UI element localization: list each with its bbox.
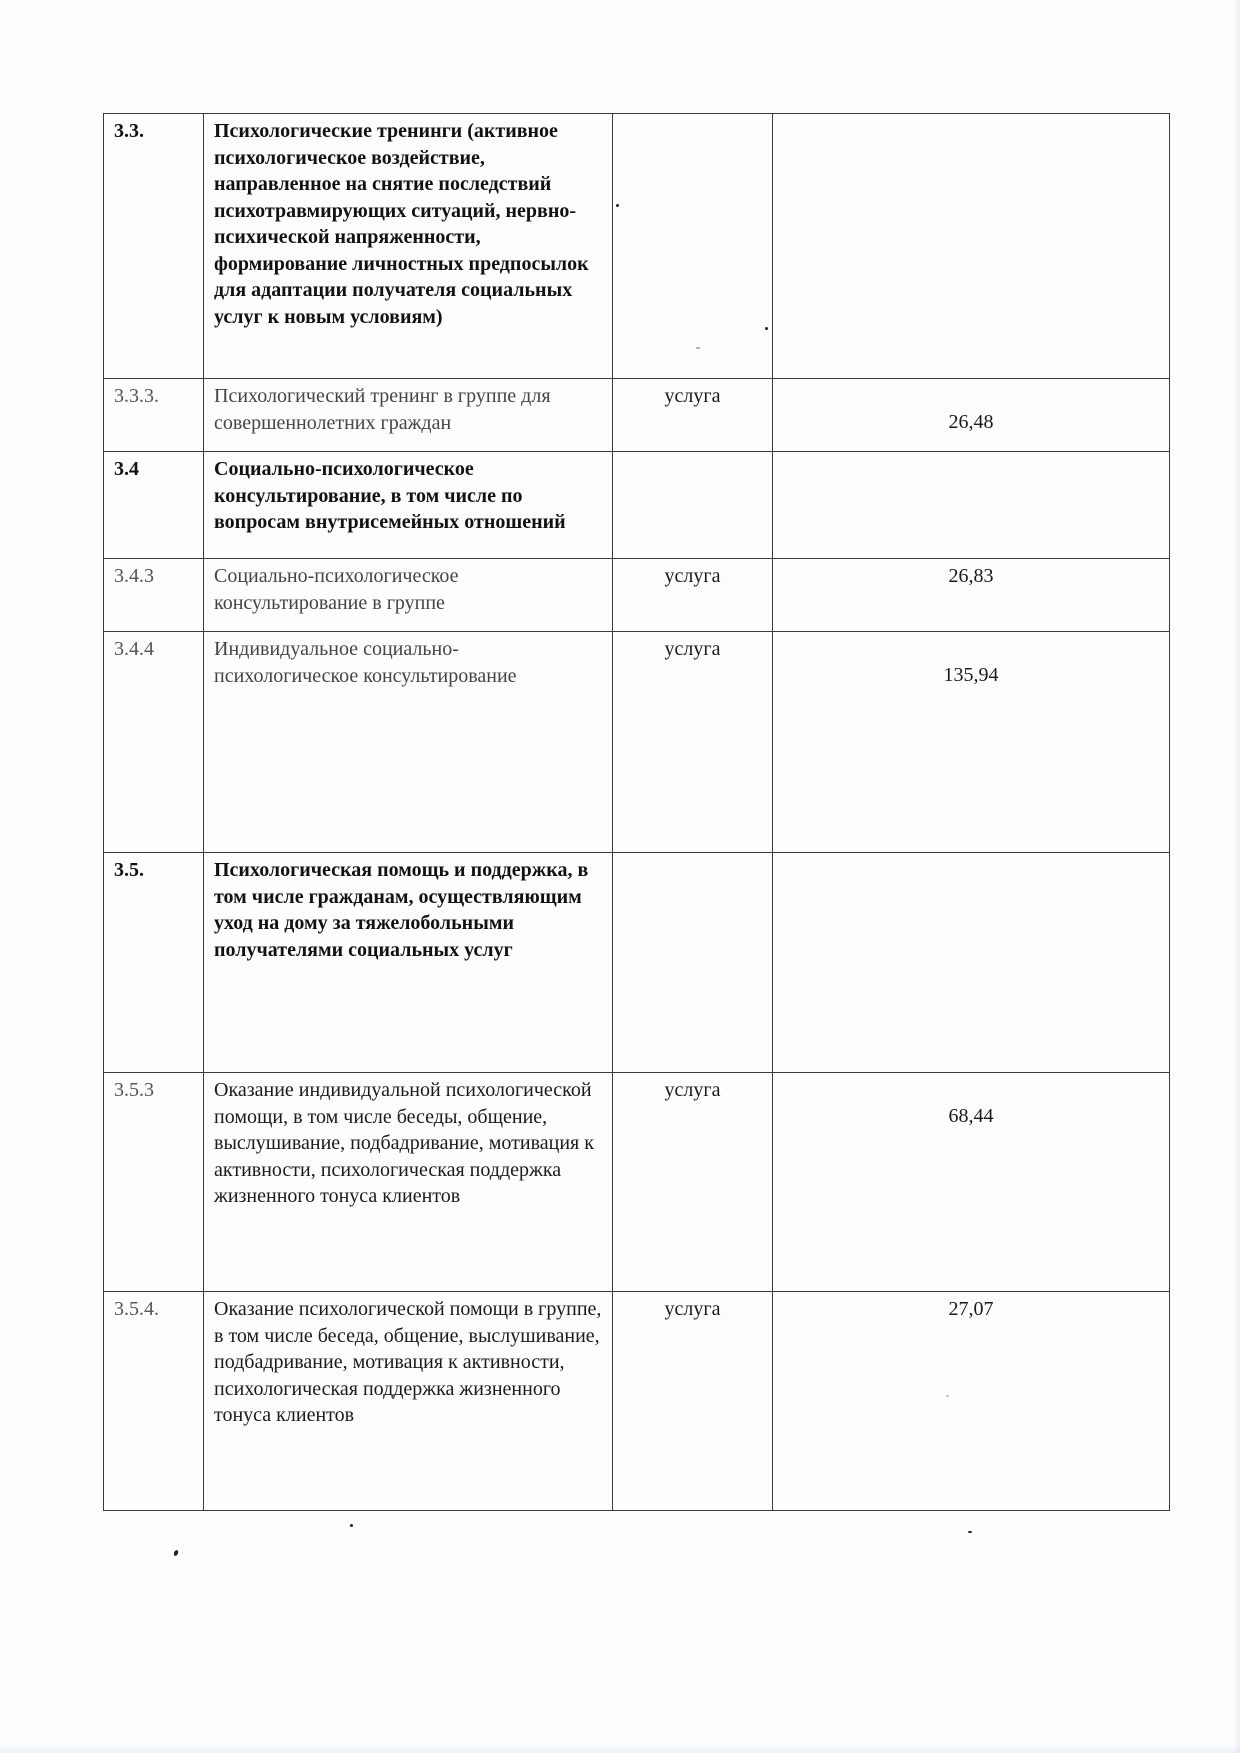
service-name: Оказание индивидуальной психологической помощи, в том числе беседы, общение, выслушивание, подбадривание, мотивация к активности, психологическая поддержка жизненного тонуса клиентов	[204, 1073, 613, 1292]
price-cell	[773, 114, 1170, 379]
service-name: Психологический тренинг в группе для совершеннолетних граждан	[204, 379, 613, 452]
table-row	[104, 1073, 1170, 1292]
row-number: 3.3.	[104, 114, 204, 379]
unit-cell: услуга	[613, 1073, 773, 1292]
scan-speck	[173, 1549, 179, 1556]
service-name: Индивидуальное социально-психологическое консультирование	[204, 632, 613, 853]
table-row	[104, 379, 1170, 452]
scan-speck	[765, 327, 768, 330]
table-row	[104, 632, 1170, 853]
scan-speck	[696, 347, 700, 349]
row-number: 3.5.3	[104, 1073, 204, 1292]
price-cell: 68,44	[773, 1073, 1170, 1292]
row-number: 3.4.3	[104, 559, 204, 632]
table-row	[104, 114, 1170, 379]
unit-cell: услуга	[613, 559, 773, 632]
services-price-table	[103, 113, 1170, 1511]
unit-cell	[613, 853, 773, 1073]
service-name: Социально-психологическое консультирование в группе	[204, 559, 613, 632]
row-number: 3.4.4	[104, 632, 204, 853]
service-name: Социально-психологическое консультирование, в том числе по вопросам внутрисемейных отношений	[204, 452, 613, 559]
table-row	[104, 853, 1170, 1073]
scan-speck	[946, 1395, 949, 1397]
price-cell: 27,07	[773, 1292, 1170, 1511]
unit-cell: услуга	[613, 379, 773, 452]
table-row	[104, 559, 1170, 632]
scan-speck	[350, 1524, 353, 1527]
row-number: 3.3.3.	[104, 379, 204, 452]
unit-cell: услуга	[613, 1292, 773, 1511]
scan-speck	[616, 204, 619, 207]
unit-cell: услуга	[613, 632, 773, 853]
scan-edge-tint	[1234, 0, 1240, 1753]
unit-cell	[613, 114, 773, 379]
price-cell: 26,83	[773, 559, 1170, 632]
table-row	[104, 1292, 1170, 1511]
table-row	[104, 452, 1170, 559]
row-number: 3.5.4.	[104, 1292, 204, 1511]
service-name: Психологические тренинги (активное психологическое воздействие, направленное на снятие последствий психотравмирующих ситуаций, нервно-психической напряженности, формирование личностных предпосылок для адаптации получателя социальных услуг к новым условиям)	[204, 114, 613, 379]
scan-edge-tint	[0, 1745, 1240, 1753]
service-name: Психологическая помощь и поддержка, в том числе гражданам, осуществляющим уход на дому за тяжелобольными получателями социальных услуг	[204, 853, 613, 1073]
price-cell: 135,94	[773, 632, 1170, 853]
price-cell: 26,48	[773, 379, 1170, 452]
unit-cell	[613, 452, 773, 559]
scan-speck	[968, 1531, 972, 1533]
row-number: 3.5.	[104, 853, 204, 1073]
service-name: Оказание психологической помощи в группе, в том числе беседа, общение, выслушивание, подбадривание, мотивация к активности, психологическая поддержка жизненного тонуса клиентов	[204, 1292, 613, 1511]
row-number: 3.4	[104, 452, 204, 559]
price-cell	[773, 853, 1170, 1073]
price-cell	[773, 452, 1170, 559]
